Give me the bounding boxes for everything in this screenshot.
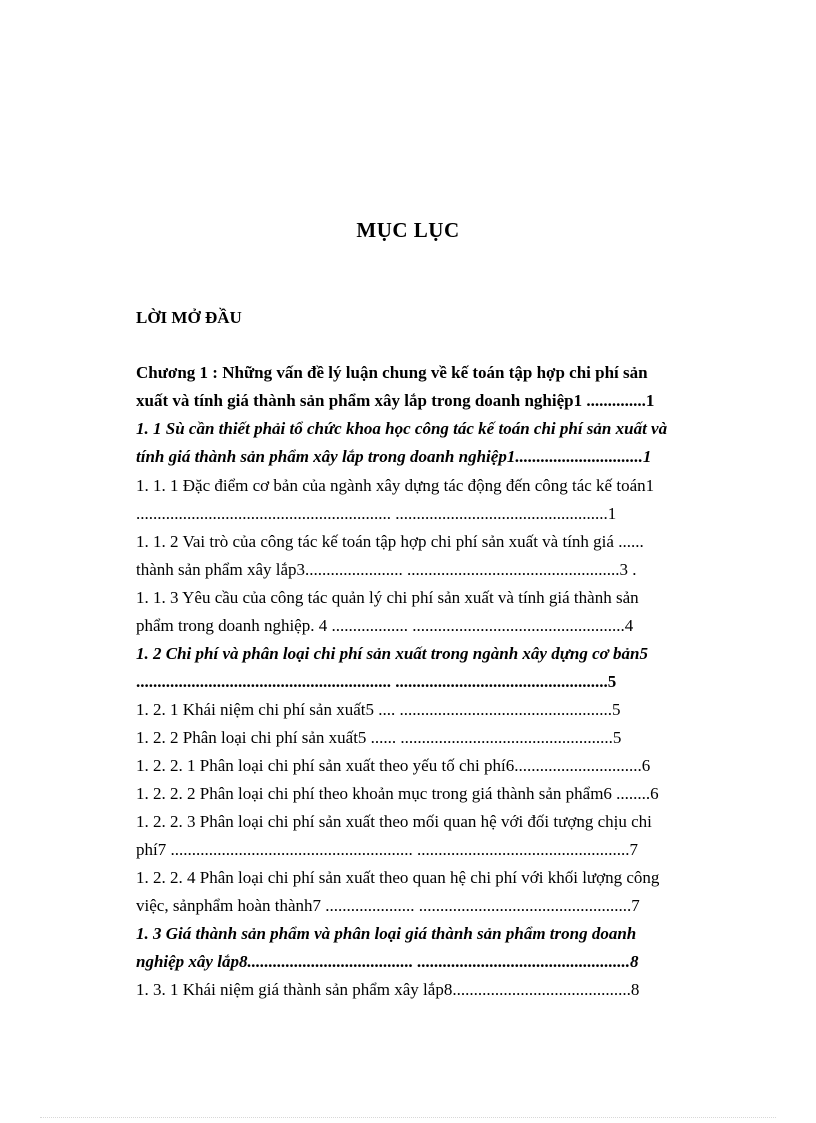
page-bottom-rule	[40, 1117, 776, 1118]
toc-entry-1-2-2-4: 1. 2. 2. 4 Phân loại chi phí sản xuất theo quan hệ chi phí với khối lượng công	[136, 868, 660, 887]
toc-entry-1-2-2-2: 1. 2. 2. 2 Phân loại chi phí theo khoản mục trong giá thành sản phẩm6 ........6	[136, 784, 659, 803]
toc-entry-1-1-3-cont: phẩm trong doanh nghiệp. 4 .................. ..................................................4	[136, 616, 634, 635]
toc-entry-1-3: 1. 3 Giá thành sản phẩm và phân loại giá thành sản phẩm trong doanh	[136, 924, 637, 943]
toc-entry-intro: LỜI MỞ ĐẦU	[136, 308, 242, 327]
toc-entry-1-2-2-4-cont: việc, sảnphẩm hoàn thành7 ..................... ..................................................7	[136, 896, 640, 915]
toc-entry-1-3-cont: nghiệp xây lắp8....................................... ..................................................8	[136, 952, 639, 971]
toc-entry-1-1-2-cont: thành sản phẩm xây lắp3....................... ..................................................3 .	[136, 560, 637, 579]
toc-entry-1-1-3: 1. 1. 3 Yêu cầu của công tác quản lý chi phí sản xuất và tính giá thành sản	[136, 588, 639, 607]
toc-entry-1-2: 1. 2 Chi phí và phân loại chi phí sản xuất trong ngành xây dựng cơ bản5	[136, 644, 648, 663]
toc-entry-1-1-1: 1. 1. 1 Đặc điểm cơ bản của ngành xây dựng tác động đến công tác kế toán1	[136, 476, 655, 495]
toc-title: MỤC LỤC	[356, 218, 460, 242]
toc-entry-1-1: 1. 1 Sù cần thiết phải tổ chức khoa học công tác kế toán chi phí sản xuất và	[136, 419, 668, 438]
toc-entry-1-2-cont: ............................................................ ..................................................5	[136, 672, 617, 691]
toc-entry-1-3-1: 1. 3. 1 Khái niệm giá thành sản phẩm xây lắp8..........................................8	[136, 980, 640, 999]
toc-entry-1-1-1-cont: ............................................................ ..................................................1	[136, 504, 617, 523]
toc-entry-1-1-2: 1. 1. 2 Vai trò của công tác kế toán tập hợp chi phí sản xuất và tính giá ......	[136, 532, 644, 551]
toc-entry-1-2-2-3: 1. 2. 2. 3 Phân loại chi phí sản xuất theo mối quan hệ với đối tượng chịu chi	[136, 812, 652, 831]
toc-entry-chapter-1-cont: xuất và tính giá thành sản phẩm xây lắp trong doanh nghiệp1 ..............1	[136, 391, 655, 410]
toc-entry-1-2-2: 1. 2. 2 Phân loại chi phí sản xuất5 ...... ..................................................5	[136, 728, 622, 747]
toc-entry-1-2-2-1: 1. 2. 2. 1 Phân loại chi phí sản xuất theo yếu tố chi phí6..............................6	[136, 756, 651, 775]
toc-entry-1-1-cont: tính giá thành sản phẩm xây lắp trong doanh nghiệp1..............................1	[136, 447, 652, 466]
toc-entry-chapter-1: Chương 1 : Những vấn đề lý luận chung về kế toán tập hợp chi phí sản	[136, 363, 648, 382]
toc-entry-1-2-2-3-cont: phí7 ......................................................... ..................................................7	[136, 840, 638, 859]
toc-entry-1-2-1: 1. 2. 1 Khái niệm chi phí sản xuất5 .... ..................................................5	[136, 700, 621, 719]
